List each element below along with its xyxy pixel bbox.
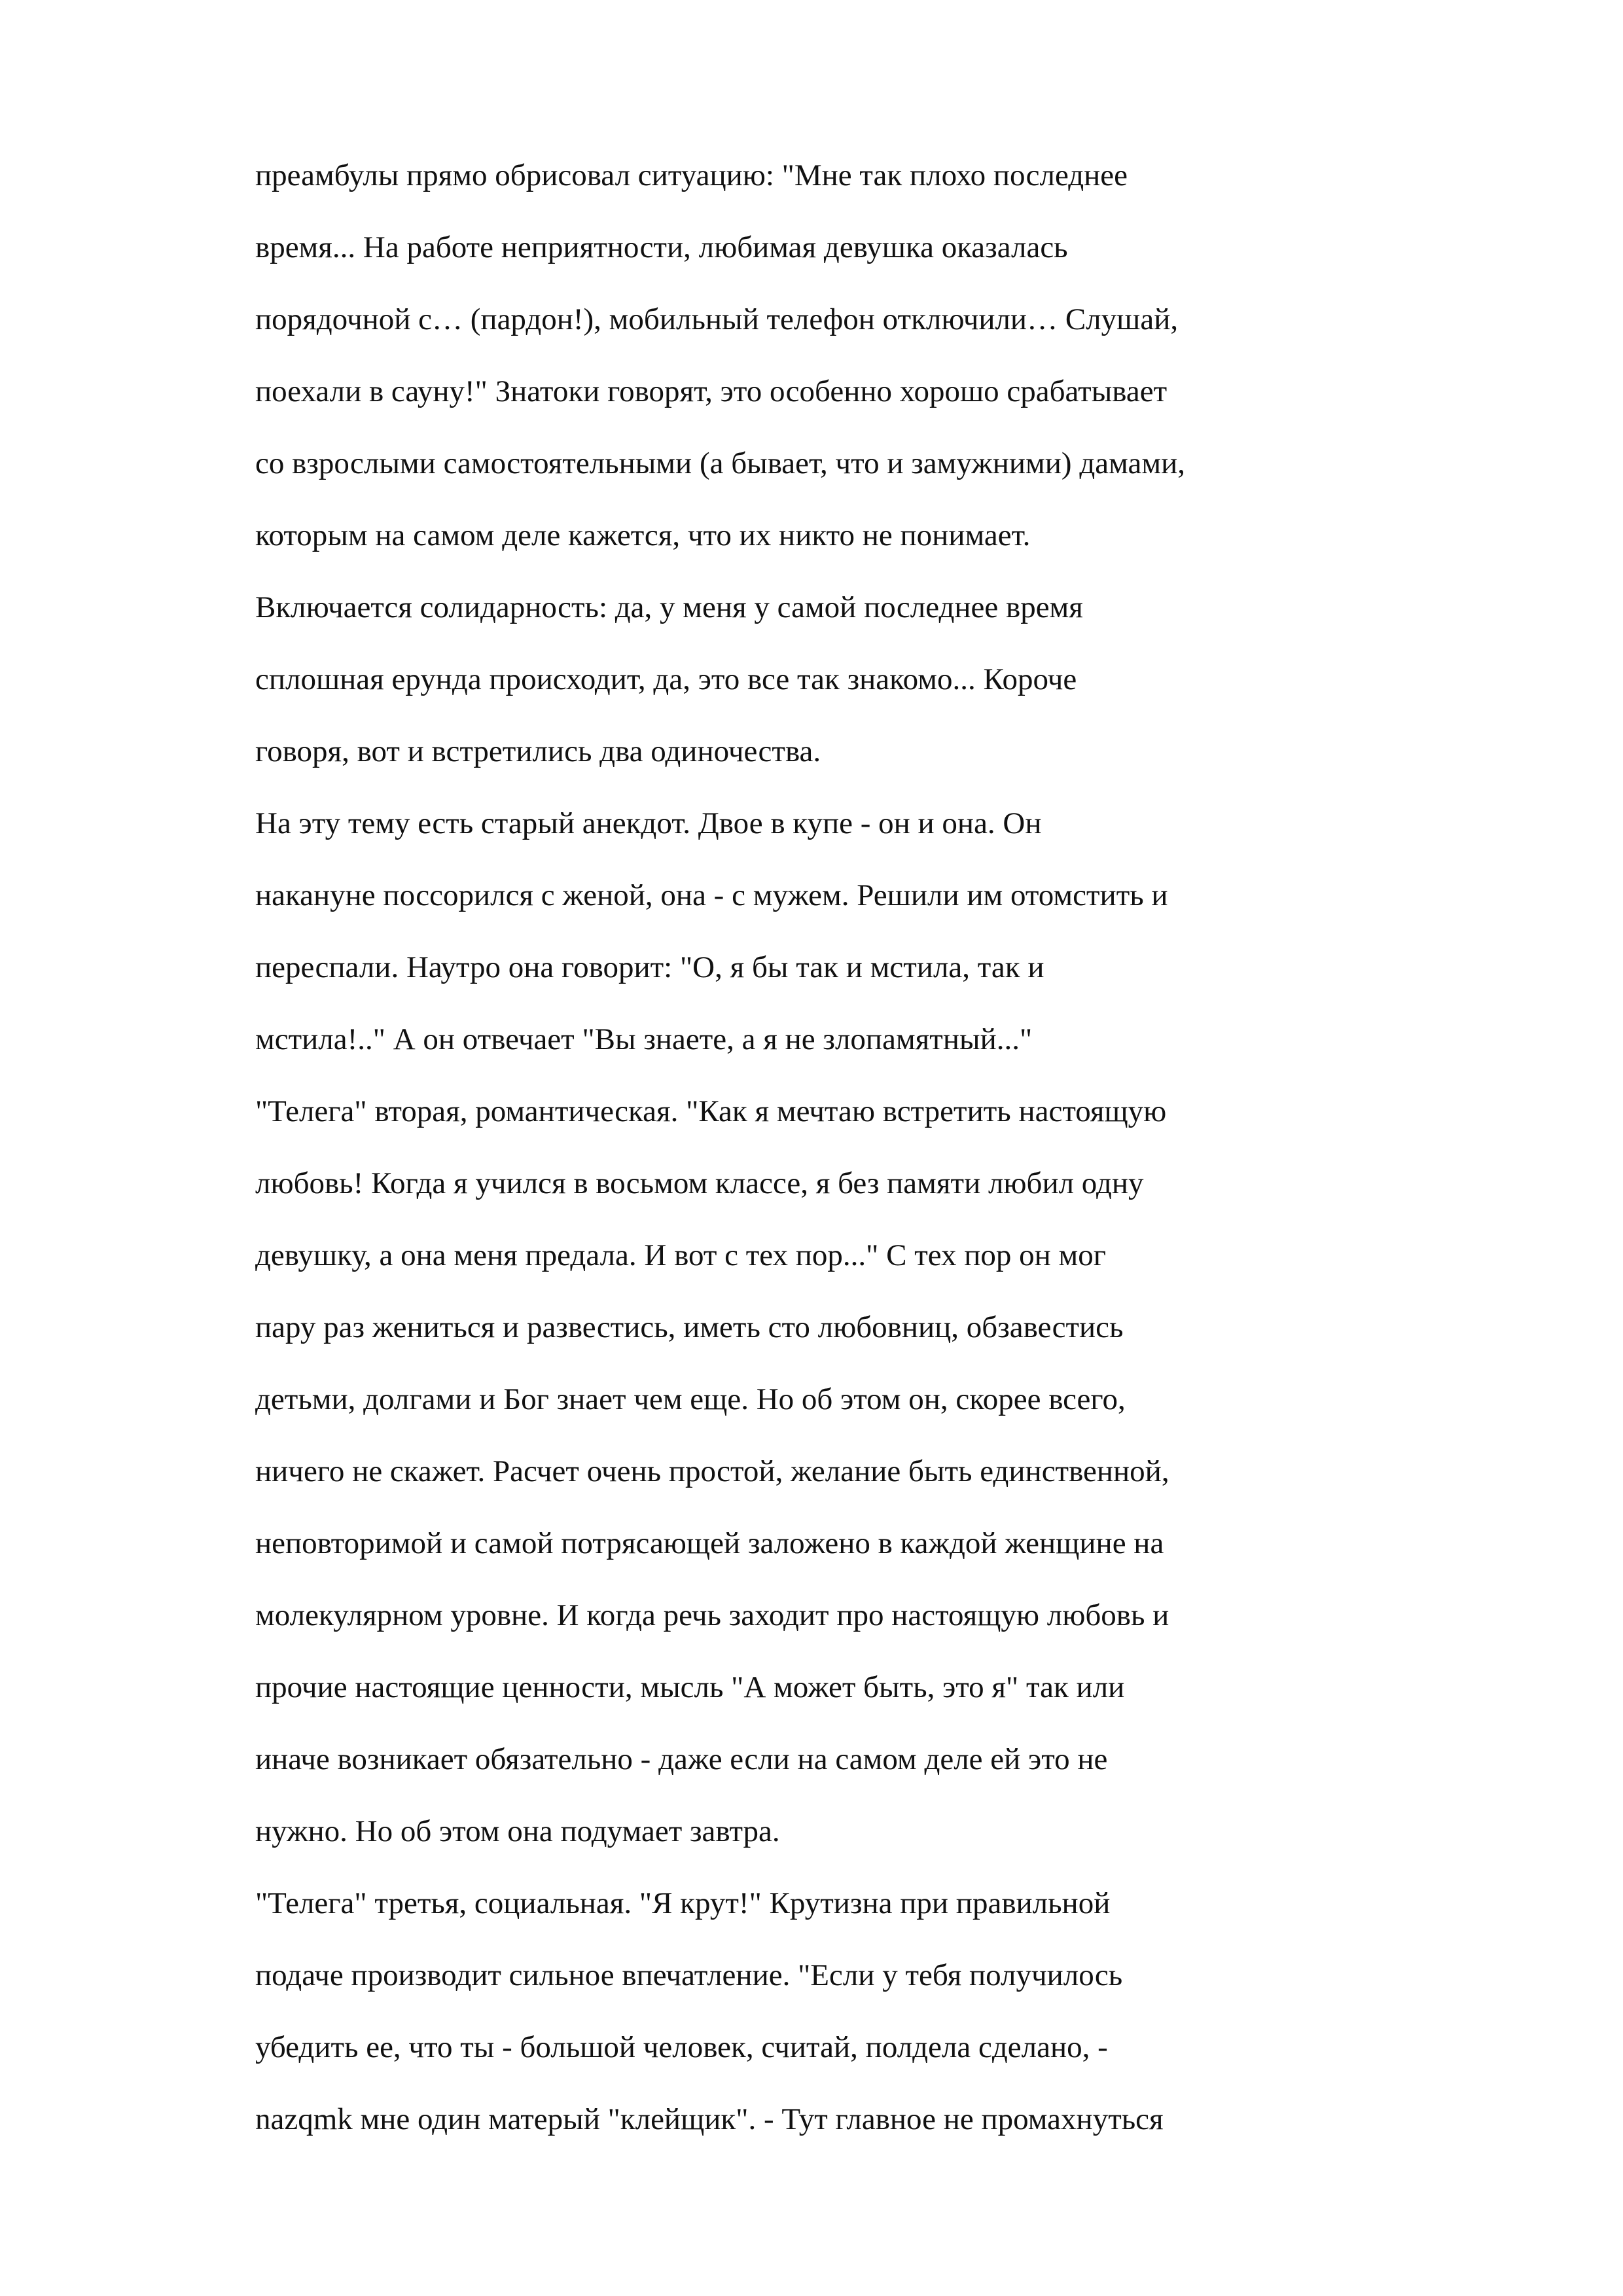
text-line: молекулярном уровне. И когда речь заходит про настоящую любовь и	[255, 1598, 1169, 1632]
text-line: нужно. Но об этом она подумает завтра.	[255, 1814, 780, 1848]
text-line: порядочной с… (пардон!), мобильный телефон отключили… Слушай,	[255, 302, 1179, 336]
text-line: накануне поссорился с женой, она - с мужем. Решили им отомстить и	[255, 878, 1168, 912]
text-line: подаче производит сильное впечатление. "Если у тебя получилось	[255, 1958, 1123, 1992]
text-line: сплошная ерунда происходит, да, это все так знакомо... Короче	[255, 662, 1077, 696]
text-line: Включается солидарность: да, у меня у самой последнее время	[255, 590, 1083, 624]
text-line: неповторимой и самой потрясающей заложено в каждой женщине на	[255, 1526, 1164, 1560]
text-line: пару раз жениться и развестись, иметь сто любовниц, обзавестись	[255, 1310, 1124, 1344]
text-line: ничего не скажет. Расчет очень простой, желание быть единственной,	[255, 1454, 1169, 1488]
text-line: переспали. Наутро она говорит: "О, я бы так и мстила, так и	[255, 950, 1044, 984]
text-line: поехали в сауну!" Знатоки говорят, это особенно хорошо срабатывает	[255, 374, 1168, 408]
text-line: иначе возникает обязательно - даже если на самом деле ей это не	[255, 1742, 1108, 1776]
text-line: "Телега" третья, социальная. "Я крут!" Крутизна при правильной	[255, 1886, 1111, 1920]
text-line: nazqmk мне один матерый "клейщик". - Тут главное не промахнуться	[255, 2102, 1164, 2136]
text-line: девушку, а она меня предала. И вот с тех пор..." С тех пор он мог	[255, 1238, 1107, 1272]
text-line: говоря, вот и встретились два одиночества.	[255, 734, 821, 768]
text-line: На эту тему есть старый анекдот. Двое в купе - он и она. Он	[255, 806, 1042, 840]
text-line: мстила!.." А он отвечает "Вы знаете, а я не злопамятный..."	[255, 1022, 1033, 1056]
text-line: прочие настоящие ценности, мысль "А может быть, это я" так или	[255, 1670, 1125, 1704]
text-line: "Телега" вторая, романтическая. "Как я мечтаю встретить настоящую	[255, 1094, 1167, 1128]
text-line: любовь! Когда я учился в восьмом классе, я без памяти любил одну	[255, 1166, 1144, 1200]
text-line: время... На работе неприятности, любимая девушка оказалась	[255, 230, 1068, 264]
text-line: которым на самом деле кажется, что их никто не понимает.	[255, 518, 1031, 552]
body-text	[255, 154, 1368, 2170]
text-line: преамбулы прямо обрисовал ситуацию: "Мне так плохо последнее	[255, 158, 1128, 192]
text-line: со взрослыми самостоятельными (а бывает, что и замужними) дамами,	[255, 446, 1186, 480]
text-line: убедить ее, что ты - большой человек, считай, полдела сделано, -	[255, 2030, 1108, 2064]
text-line: детьми, долгами и Бог знает чем еще. Но об этом он, скорее всего,	[255, 1382, 1126, 1416]
